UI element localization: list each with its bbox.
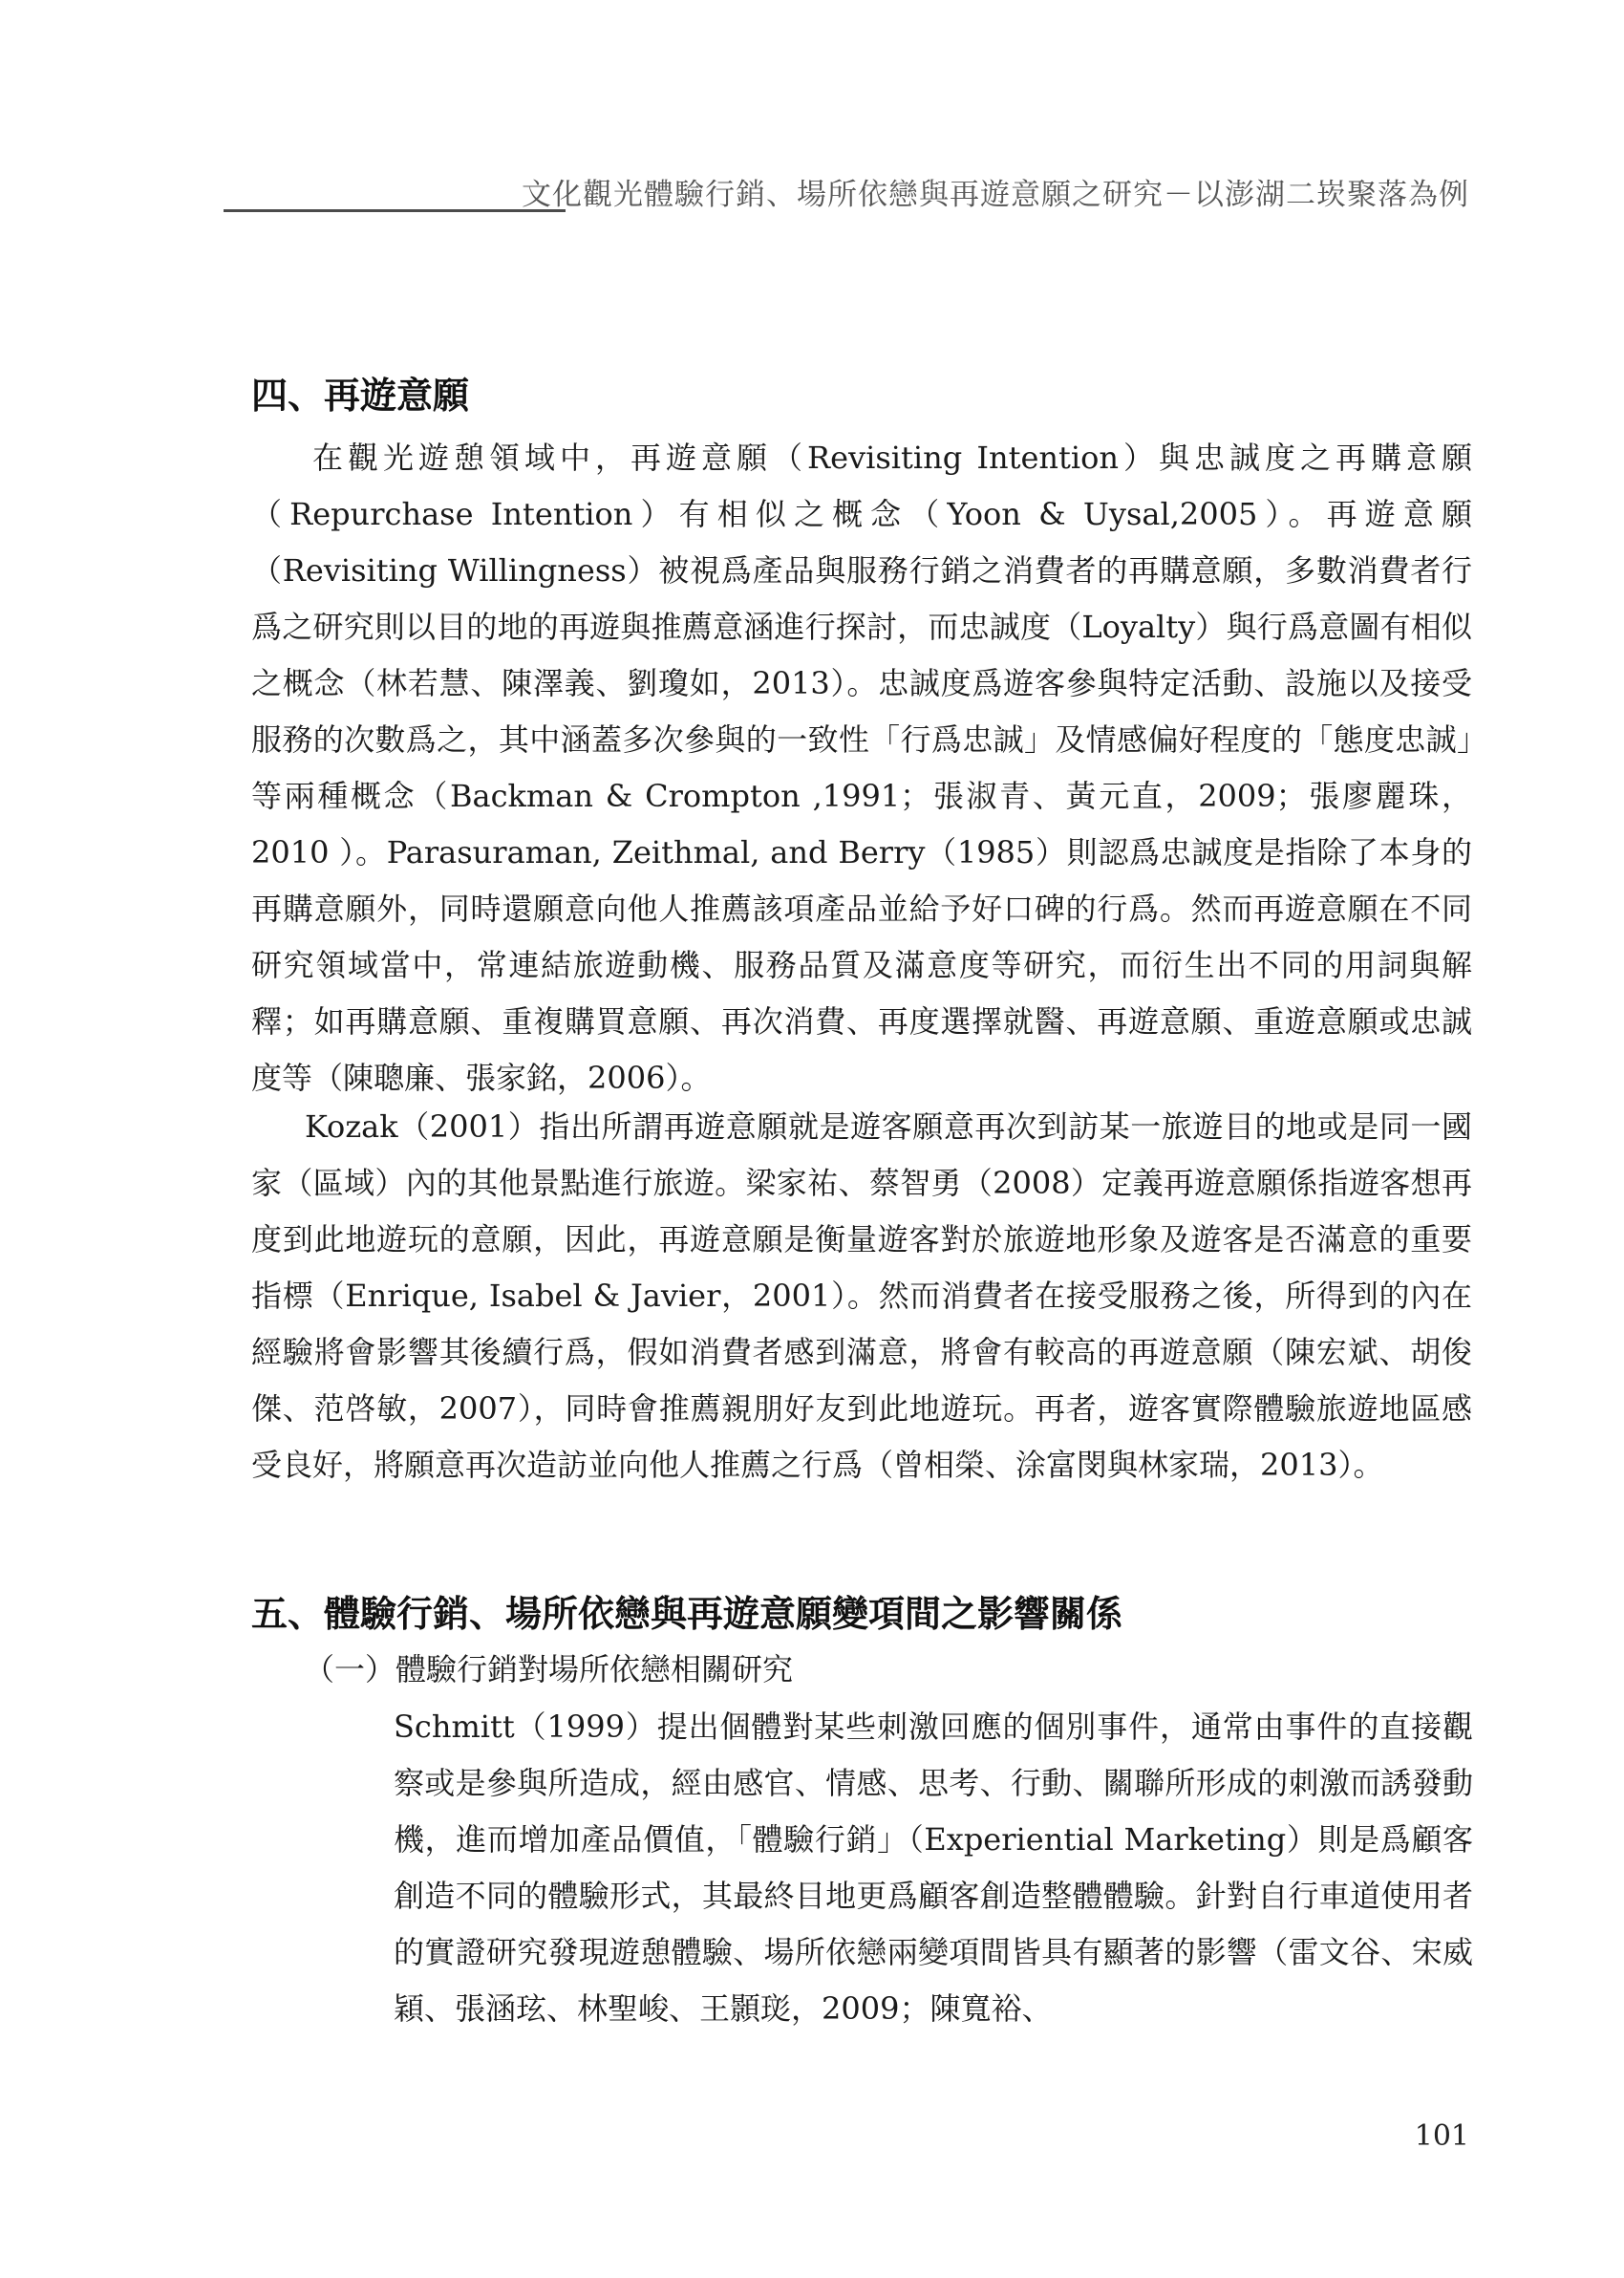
page-number: 101 <box>1414 2119 1469 2153</box>
subsection-heading: （一）體驗行銷對場所依戀相關研究 <box>304 1651 794 1687</box>
header-rule <box>224 209 566 212</box>
running-title: 文化觀光體驗行銷、場所依戀與再遊意願之研究－以澎湖二崁聚落為例 <box>522 178 1469 212</box>
section-heading-4: 四、再遊意願 <box>251 375 470 417</box>
section-heading-5: 五、體驗行銷、場所依戀與再遊意願變項間之影響關係 <box>251 1593 1123 1635</box>
paragraph: Kozak（2001）指出所謂再遊意願就是遊客願意再次到訪某一旅遊目的地或是同一國家（區域）內的其他景點進行旅遊。梁家祐、蔡智勇（2008）定義再遊意願係指遊客想再度到此地遊玩的意願，因此，再遊意願是衡量遊客對於旅遊地形象及遊客是否滿意的重要指標（Enrique, Isabel & Javier，2001）。然而消費者在接受服務之後，所得到的內在經驗將會影響其後續行爲，假如消費者感到滿意，將會有較高的再遊意願（陳宏斌、胡俊傑、范啓敏，2007），同時會推薦親朋好友到此地遊玩。再者，遊客實際體驗旅遊地區感受良好，將願意再次造訪並向他人推薦之行爲（曾相榮、涂富閔與林家瑞，2013）。 <box>251 1108 1472 1483</box>
paragraph: 在觀光遊憩領域中，再遊意願（Revisiting Intention）與忠誠度之再購意願（Repurchase Intention）有相似之概念（Yoon & Uysal,2005）。再遊意願（Revisiting Willingness）被視爲產品與服務行銷之消費者的再購意願，多數消費者行爲之研究則以目的地的再遊與推薦意涵進行探討，而忠誠度（Loyalty）與行爲意圖有相似之概念（林若慧、陳澤義、劉瓊如，2013）。忠誠度爲遊客參與特定活動、設施以及接受服務的次數爲之，其中涵蓋多次參與的一致性「行爲忠誠」及情感偏好程度的「態度忠誠」等兩種概念（Backman & Crompton ,1991；張淑青、黃元直，2009；張廖麗珠，2010 ）。Parasuraman, Zeithmal, and Berry（1985）則認爲忠誠度是指除了本身的再購意願外，同時還願意向他人推薦該項產品並給予好口碑的行爲。然而再遊意願在不同研究領域當中，常連結旅遊動機、服務品質及滿意度等研究，而衍生出不同的用詞與解釋；如再購意願、重複購買意願、再次消費、再度選擇就醫、再遊意願、重遊意願或忠誠度等（陳聰廉、張家銘，2006）。 <box>251 440 1472 1096</box>
paragraph: Schmitt（1999）提出個體對某些刺激回應的個別事件，通常由事件的直接觀察或是參與所造成，經由感官、情感、思考、行動、關聯所形成的刺激而誘發動機，進而增加產品價值，「體驗行銷」（Experiential Marketing）則是爲顧客創造不同的體驗形式，其最終目地更爲顧客創造整體體驗。針對自行車道使用者的實證研究發現遊憩體驗、場所依戀兩變項間皆具有顯著的影響（雷文谷、宋威穎、張涵玹、林聖峻、王顥珳，2009；陳寬裕、 <box>394 1708 1473 2027</box>
